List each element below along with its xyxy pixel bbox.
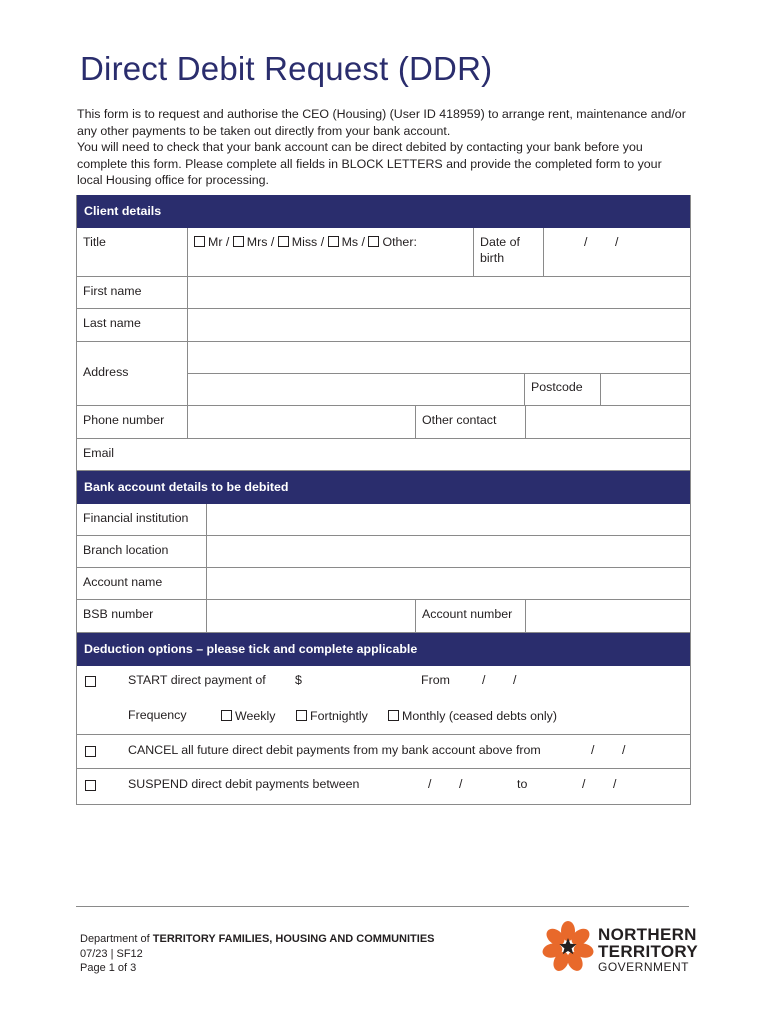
first-name-row: [77, 277, 690, 309]
suspend-start-date-field[interactable]: / /: [428, 777, 463, 791]
start-row: [77, 666, 690, 735]
cancel-checkbox-icon[interactable]: [85, 746, 96, 757]
first-name-field[interactable]: [187, 277, 690, 308]
email-label: Email: [83, 446, 114, 460]
title-mr-option[interactable]: Mr /: [194, 235, 229, 249]
checkbox-icon[interactable]: [368, 236, 379, 247]
checkbox-icon[interactable]: [194, 236, 205, 247]
start-amount-field[interactable]: [305, 670, 405, 690]
from-label: From: [421, 673, 450, 687]
address-label: Address: [83, 365, 129, 379]
section-bank-details: Bank account details to be debited: [77, 471, 690, 504]
section-deduction-options: Deduction options – please tick and complete applicable: [77, 633, 690, 666]
territory-flower-icon: [540, 916, 600, 978]
postcode-field[interactable]: [600, 373, 690, 405]
account-name-row: [77, 568, 690, 600]
suspend-end-date-field[interactable]: / /: [582, 777, 617, 791]
start-label: START direct payment of: [128, 673, 266, 687]
branch-field[interactable]: [206, 536, 690, 567]
page-title: Direct Debit Request (DDR): [80, 50, 493, 87]
phone-row: [77, 406, 690, 439]
logo-wordmark: NORTHERN TERRITORY GOVERNMENT: [598, 925, 698, 974]
frequency-weekly-option[interactable]: Weekly: [221, 709, 275, 723]
footer: [80, 932, 435, 976]
first-name-label: First name: [83, 284, 142, 298]
checkbox-icon[interactable]: [328, 236, 339, 247]
suspend-row: [77, 769, 690, 805]
from-date-field[interactable]: / /: [482, 673, 517, 687]
intro-text: [77, 106, 689, 189]
title-options: [187, 228, 473, 276]
suspend-checkbox-icon[interactable]: [85, 780, 96, 791]
title-miss-option[interactable]: Miss /: [278, 235, 324, 249]
frequency-label: Frequency: [128, 708, 187, 722]
institution-label: Financial institution: [83, 511, 189, 525]
cancel-row: [77, 735, 690, 769]
last-name-field[interactable]: [187, 309, 690, 341]
last-name-label: Last name: [83, 316, 141, 330]
bsb-label: BSB number: [83, 607, 154, 621]
title-mrs-option[interactable]: Mrs /: [233, 235, 275, 249]
dob-field[interactable]: / /: [543, 228, 690, 276]
institution-row: [77, 504, 690, 536]
branch-label: Branch location: [83, 543, 169, 557]
phone-field[interactable]: [187, 406, 415, 438]
postcode-label: Postcode: [524, 373, 600, 405]
frequency-fortnightly-option[interactable]: Fortnightly: [296, 709, 368, 723]
intro-paragraph-1: This form is to request and authorise the CEO (Housing) (User ID 418959) to arrange rent, maintenance and/or any other payments to be taken out directly from your bank account.: [77, 107, 686, 138]
title-other-option[interactable]: Other:: [368, 235, 416, 249]
branch-row: [77, 536, 690, 568]
title-label: Title: [83, 235, 106, 249]
checkbox-icon[interactable]: [296, 710, 307, 721]
nt-government-logo: [540, 916, 698, 978]
bsb-row: [77, 600, 690, 633]
institution-field[interactable]: [206, 504, 690, 535]
checkbox-icon[interactable]: [233, 236, 244, 247]
checkbox-icon[interactable]: [278, 236, 289, 247]
checkbox-icon[interactable]: [388, 710, 399, 721]
other-contact-label: Other contact: [415, 406, 525, 438]
start-checkbox-icon[interactable]: [85, 676, 96, 687]
checkbox-icon[interactable]: [221, 710, 232, 721]
footer-page-number: Page 1 of 3: [80, 962, 137, 974]
cancel-label: CANCEL all future direct debit payments from my bank account above from: [128, 743, 541, 757]
bsb-field[interactable]: [206, 600, 415, 632]
phone-label: Phone number: [83, 413, 165, 427]
footer-form-code: 07/23 | SF12: [80, 947, 143, 960]
cancel-date-field[interactable]: / /: [591, 743, 626, 757]
account-name-field[interactable]: [206, 568, 690, 599]
address-row: [77, 342, 690, 406]
email-field[interactable]: [187, 439, 690, 470]
frequency-monthly-option[interactable]: Monthly (ceased debts only): [388, 709, 557, 723]
last-name-row: [77, 309, 690, 342]
footer-department: Department of TERRITORY FAMILIES, HOUSING AND COMMUNITIES: [80, 933, 435, 945]
section-client-details: Client details: [77, 195, 690, 228]
account-name-label: Account name: [83, 575, 163, 589]
suspend-label: SUSPEND direct debit payments between: [128, 777, 360, 791]
department-name: TERRITORY FAMILIES, HOUSING AND COMMUNITIES: [152, 933, 435, 945]
ddr-form: [76, 195, 691, 805]
title-row: [77, 228, 690, 277]
title-ms-option[interactable]: Ms /: [328, 235, 365, 249]
dob-label: Date of birth: [473, 228, 543, 276]
account-number-field[interactable]: [525, 600, 690, 632]
footer-divider: [76, 906, 689, 907]
start-dollar: $: [295, 673, 302, 687]
account-number-label: Account number: [415, 600, 525, 632]
other-contact-field[interactable]: [525, 406, 690, 438]
suspend-to-label: to: [517, 777, 528, 791]
email-row: [77, 439, 690, 471]
intro-paragraph-2: You will need to check that your bank account can be direct debited by contacting your bank before you complete this form. Please complete all fields in BLOCK LETTERS and provide the completed form to your local Housing office for processing.: [77, 140, 662, 187]
